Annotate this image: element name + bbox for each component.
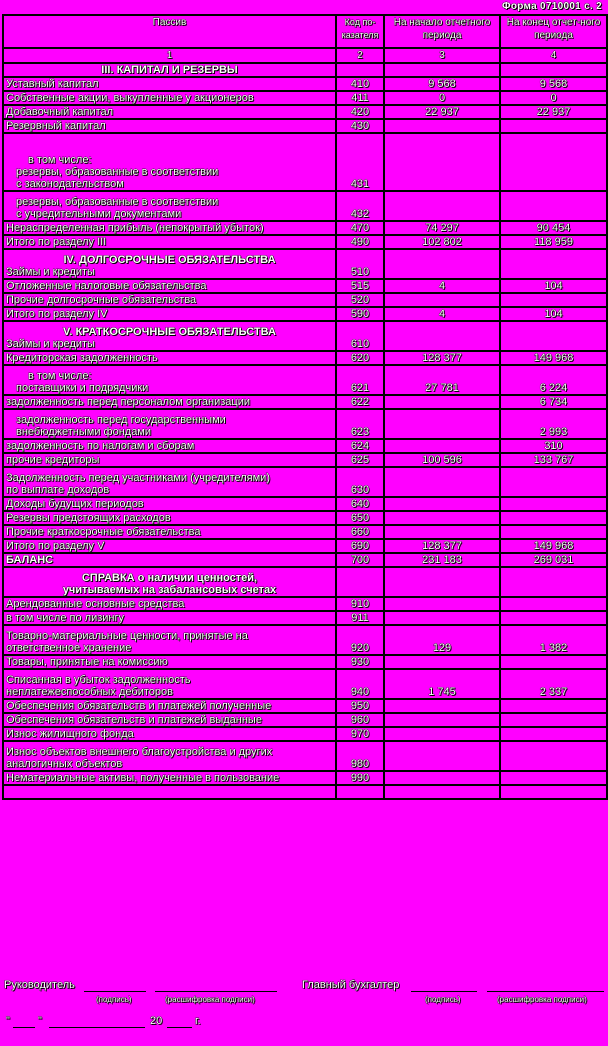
row-code: 700	[336, 553, 384, 567]
row-end-value: 310	[500, 439, 607, 453]
row-start-value: 4	[384, 307, 500, 321]
row-label: Уставный капитал	[3, 77, 336, 91]
row-code: 624	[336, 439, 384, 453]
form-number: Форма 0710001 с. 2	[501, 1, 602, 12]
row-label-line: учитываемых на забалансовых счетах	[62, 584, 277, 596]
director-name-caption: (расшифровка подписи)	[165, 995, 255, 1004]
row-code: 510	[336, 249, 384, 279]
table-row	[3, 539, 607, 553]
table-row	[3, 525, 607, 539]
row-start-value	[384, 727, 500, 741]
director-label: Руководитель	[4, 979, 75, 991]
accountant-signature-line[interactable]	[411, 991, 477, 992]
row-start-value	[384, 699, 500, 713]
row-end-value	[500, 249, 607, 279]
row-label: Резервный капитал	[3, 119, 336, 133]
row-label: Нематериальные активы, полученные в пользование	[3, 771, 336, 785]
row-code: 660	[336, 525, 384, 539]
row-label: Доходы будущих периодов	[3, 497, 336, 511]
row-label-line: поставщики и подрядчики	[16, 382, 149, 394]
row-label: прочие кредиторы	[3, 453, 336, 467]
row-start-value	[384, 293, 500, 307]
row-label: Прочие долгосрочные обязательства	[3, 293, 336, 307]
table-row	[3, 727, 607, 741]
row-code: 610	[336, 321, 384, 351]
row-end-value	[500, 741, 607, 771]
row-label: Обеспечения обязательств и платежей выданные	[3, 713, 336, 727]
table-row	[3, 235, 607, 249]
row-label	[3, 409, 336, 439]
row-end-value: 1 382	[500, 625, 607, 655]
row-code: 910	[336, 597, 384, 611]
row-end-value	[500, 597, 607, 611]
row-code: 411	[336, 91, 384, 105]
row-end-value	[500, 713, 607, 727]
row-end-value	[500, 293, 607, 307]
header-num-2: 2	[336, 48, 384, 63]
row-end-value	[500, 611, 607, 625]
table-row	[3, 63, 607, 77]
row-end-value	[500, 511, 607, 525]
date-year-line[interactable]	[167, 1027, 192, 1028]
accountant-name-caption: (расшифровка подписи)	[497, 995, 587, 1004]
row-end-value: 22 937	[500, 105, 607, 119]
table-row	[3, 133, 607, 191]
row-code: 650	[336, 511, 384, 525]
row-code: 950	[336, 699, 384, 713]
row-end-value	[500, 785, 607, 799]
row-code: 432	[336, 191, 384, 221]
row-start-value	[384, 191, 500, 221]
section-heading-with-item	[3, 249, 336, 279]
row-start-value	[384, 655, 500, 669]
table-row	[3, 741, 607, 771]
row-start-value	[384, 713, 500, 727]
row-label-line: СПРАВКА о наличии ценностей,	[81, 572, 258, 584]
row-label	[3, 467, 336, 497]
accountant-label: Главный бухгалтер	[302, 979, 400, 991]
header-liabilities: Пассив	[3, 15, 336, 48]
row-label: Займы и кредиты	[6, 266, 95, 278]
row-label-line: аналогичных объектов	[6, 758, 123, 770]
row-start-value	[384, 611, 500, 625]
row-end-value	[500, 699, 607, 713]
table-row	[3, 221, 607, 235]
row-start-value: 4	[384, 279, 500, 293]
row-label: в том числе по лизингу	[3, 611, 336, 625]
row-end-value	[500, 771, 607, 785]
header-code: Код по-казателя	[336, 15, 384, 48]
row-end-value: 104	[500, 307, 607, 321]
liabilities-table	[2, 14, 608, 800]
row-end-value	[500, 63, 607, 77]
row-label: Итого по разделу IV	[3, 307, 336, 321]
row-label: Товары, принятые на комиссию	[3, 655, 336, 669]
table-row	[3, 77, 607, 91]
row-start-value	[384, 567, 500, 597]
date-year-suffix: г.	[195, 1015, 201, 1027]
row-code: 690	[336, 539, 384, 553]
table-row	[3, 279, 607, 293]
row-end-value	[500, 119, 607, 133]
row-code: 622	[336, 395, 384, 409]
row-code: 911	[336, 611, 384, 625]
row-end-value: 118 959	[500, 235, 607, 249]
row-end-value: 149 968	[500, 351, 607, 365]
row-label: задолженность по налогам и сборам	[3, 439, 336, 453]
accountant-signature-caption: (подпись)	[425, 995, 461, 1004]
row-start-value: 102 802	[384, 235, 500, 249]
row-label-line: неплатежеспособных дебиторов	[6, 686, 173, 698]
row-label: Добавочный капитал	[3, 105, 336, 119]
table-row	[3, 467, 607, 497]
row-label-line: ответственное хранение	[6, 642, 132, 654]
row-label	[3, 625, 336, 655]
row-code: 980	[336, 741, 384, 771]
row-end-value: 133 767	[500, 453, 607, 467]
row-label-line: в том числе:	[28, 154, 92, 166]
row-code: 590	[336, 307, 384, 321]
header-num-1: 1	[3, 48, 336, 63]
table-row	[3, 553, 607, 567]
table-row	[3, 293, 607, 307]
row-label: Кредиторская задолженность	[3, 351, 336, 365]
row-label-line: резервы, образованные в соответствии	[16, 196, 219, 208]
row-end-value	[500, 525, 607, 539]
row-label-line: Износ объектов внешнего благоустройства и других	[6, 746, 273, 758]
table-row	[3, 611, 607, 625]
row-label-line: в том числе:	[28, 370, 92, 382]
table-row	[3, 307, 607, 321]
row-code: 623	[336, 409, 384, 439]
row-start-value	[384, 119, 500, 133]
row-label: Итого по разделу V	[3, 539, 336, 553]
row-end-value	[500, 497, 607, 511]
row-code: 630	[336, 467, 384, 497]
row-start-value: 129	[384, 625, 500, 655]
row-label: Отложенные налоговые обязательства	[3, 279, 336, 293]
row-label: Займы и кредиты	[6, 338, 95, 350]
header-num-3: 3	[384, 48, 500, 63]
row-code: 960	[336, 713, 384, 727]
row-code: 920	[336, 625, 384, 655]
table-row	[3, 321, 607, 351]
table-row	[3, 699, 607, 713]
row-code: 490	[336, 235, 384, 249]
row-label-line: Товарно-материальные ценности, принятые на	[6, 630, 248, 642]
row-label: Арендованные основные средства	[3, 597, 336, 611]
table-row	[3, 497, 607, 511]
table-row	[3, 119, 607, 133]
row-start-value	[384, 511, 500, 525]
row-start-value: 1 745	[384, 669, 500, 699]
table-row	[3, 511, 607, 525]
row-start-value	[384, 63, 500, 77]
row-code: 970	[336, 727, 384, 741]
row-label-line: Задолженность перед участниками (учредителями)	[6, 472, 270, 484]
table-row	[3, 453, 607, 467]
row-code	[336, 63, 384, 77]
section-heading-with-item	[3, 321, 336, 351]
row-end-value: 2 993	[500, 409, 607, 439]
row-label	[3, 365, 336, 395]
table-row	[3, 105, 607, 119]
section-title: V. КРАТКОСРОЧНЫЕ ОБЯЗАТЕЛЬСТВА	[63, 326, 276, 338]
row-label-line: с законодательством	[16, 178, 124, 190]
row-code: 940	[336, 669, 384, 699]
row-start-value	[384, 771, 500, 785]
row-label: Износ жилищного фонда	[3, 727, 336, 741]
table-row	[3, 365, 607, 395]
row-label-line: Списанная в убыток задолженность	[6, 674, 191, 686]
row-start-value	[384, 785, 500, 799]
row-label	[3, 741, 336, 771]
table-row	[3, 91, 607, 105]
row-end-value: 104	[500, 279, 607, 293]
row-end-value	[500, 467, 607, 497]
row-label: Собственные акции, выкупленные у акционеров	[3, 91, 336, 105]
row-start-value: 128 377	[384, 351, 500, 365]
row-start-value: 27 781	[384, 365, 500, 395]
row-end-value: 90 454	[500, 221, 607, 235]
table-row	[3, 713, 607, 727]
row-start-value	[384, 249, 500, 279]
row-start-value: 0	[384, 91, 500, 105]
table-row	[3, 655, 607, 669]
table-row	[3, 625, 607, 655]
date-quote-close: "	[38, 1015, 42, 1027]
row-label: задолженность перед персоналом организации	[3, 395, 336, 409]
director-signature-caption: (подпись)	[96, 995, 132, 1004]
row-label	[3, 785, 336, 799]
row-start-value: 22 937	[384, 105, 500, 119]
date-month-line[interactable]	[49, 1027, 145, 1028]
row-label-line: по выплате доходов	[6, 484, 110, 496]
row-end-value	[500, 321, 607, 351]
header-number-row	[3, 48, 607, 63]
row-code	[336, 785, 384, 799]
row-start-value	[384, 525, 500, 539]
row-code: 410	[336, 77, 384, 91]
row-end-value: 6 734	[500, 395, 607, 409]
row-end-value: 269 031	[500, 553, 607, 567]
row-label: Прочие краткосрочные обязательства	[3, 525, 336, 539]
table-row	[3, 351, 607, 365]
table-row	[3, 249, 607, 279]
row-start-value: 128 377	[384, 539, 500, 553]
table-row	[3, 439, 607, 453]
row-start-value	[384, 597, 500, 611]
director-signature-line[interactable]	[84, 991, 146, 992]
row-start-value: 231 183	[384, 553, 500, 567]
row-start-value	[384, 467, 500, 497]
row-label: Обеспечения обязательств и платежей полученные	[3, 699, 336, 713]
header-start: На начало отчетного периода	[384, 15, 500, 48]
table-row	[3, 785, 607, 799]
row-end-value	[500, 133, 607, 191]
row-code: 621	[336, 365, 384, 395]
header-num-4: 4	[500, 48, 607, 63]
row-label-line: с учредительными документами	[16, 208, 182, 220]
row-label: Нераспределенная прибыль (непокрытый убыток)	[3, 221, 336, 235]
row-label	[3, 191, 336, 221]
row-start-value	[384, 497, 500, 511]
row-label-line: резервы, образованные в соответствии	[16, 166, 219, 178]
row-start-value: 9 568	[384, 77, 500, 91]
section-title: IV. ДОЛГОСРОЧНЫЕ ОБЯЗАТЕЛЬСТВА	[63, 254, 276, 266]
row-label-line: задолженность перед государственными	[16, 414, 226, 426]
row-start-value	[384, 741, 500, 771]
row-end-value: 2 337	[500, 669, 607, 699]
table-row	[3, 771, 607, 785]
row-end-value	[500, 655, 607, 669]
section-heading: III. КАПИТАЛ И РЕЗЕРВЫ	[3, 63, 336, 77]
date-day-line[interactable]	[13, 1027, 35, 1028]
row-code: 640	[336, 497, 384, 511]
row-code: 430	[336, 119, 384, 133]
row-start-value	[384, 321, 500, 351]
row-code: 520	[336, 293, 384, 307]
row-end-value: 0	[500, 91, 607, 105]
director-name-line[interactable]	[155, 991, 277, 992]
accountant-name-line[interactable]	[487, 991, 604, 992]
row-end-value: 6 224	[500, 365, 607, 395]
header-end: На конец отчет-ного периода	[500, 15, 607, 48]
table-row	[3, 395, 607, 409]
row-end-value	[500, 727, 607, 741]
row-end-value	[500, 191, 607, 221]
row-code: 620	[336, 351, 384, 365]
date-year-prefix: 20	[150, 1015, 163, 1027]
balance-label: БАЛАНС	[3, 553, 336, 567]
row-code: 990	[336, 771, 384, 785]
row-code: 420	[336, 105, 384, 119]
header-row	[3, 15, 607, 48]
row-start-value: 100 596	[384, 453, 500, 467]
row-start-value	[384, 133, 500, 191]
row-start-value	[384, 409, 500, 439]
row-code: 625	[336, 453, 384, 467]
row-code: 431	[336, 133, 384, 191]
row-code: 470	[336, 221, 384, 235]
row-label	[3, 133, 336, 191]
row-start-value	[384, 395, 500, 409]
row-code	[336, 567, 384, 597]
row-start-value: 74 297	[384, 221, 500, 235]
row-end-value	[500, 567, 607, 597]
row-label	[3, 669, 336, 699]
row-label: Резервы предстоящих расходов	[3, 511, 336, 525]
table-row	[3, 191, 607, 221]
table-row	[3, 597, 607, 611]
row-label-line: внебюджетными фондами	[16, 426, 152, 438]
row-start-value	[384, 439, 500, 453]
row-end-value: 9 568	[500, 77, 607, 91]
row-code: 930	[336, 655, 384, 669]
table-row	[3, 409, 607, 439]
row-code: 515	[336, 279, 384, 293]
date-quote-open: "	[6, 1015, 10, 1027]
row-label: Итого по разделу III	[3, 235, 336, 249]
table-row	[3, 669, 607, 699]
row-end-value: 149 968	[500, 539, 607, 553]
certificate-heading	[3, 567, 336, 597]
table-row	[3, 567, 607, 597]
